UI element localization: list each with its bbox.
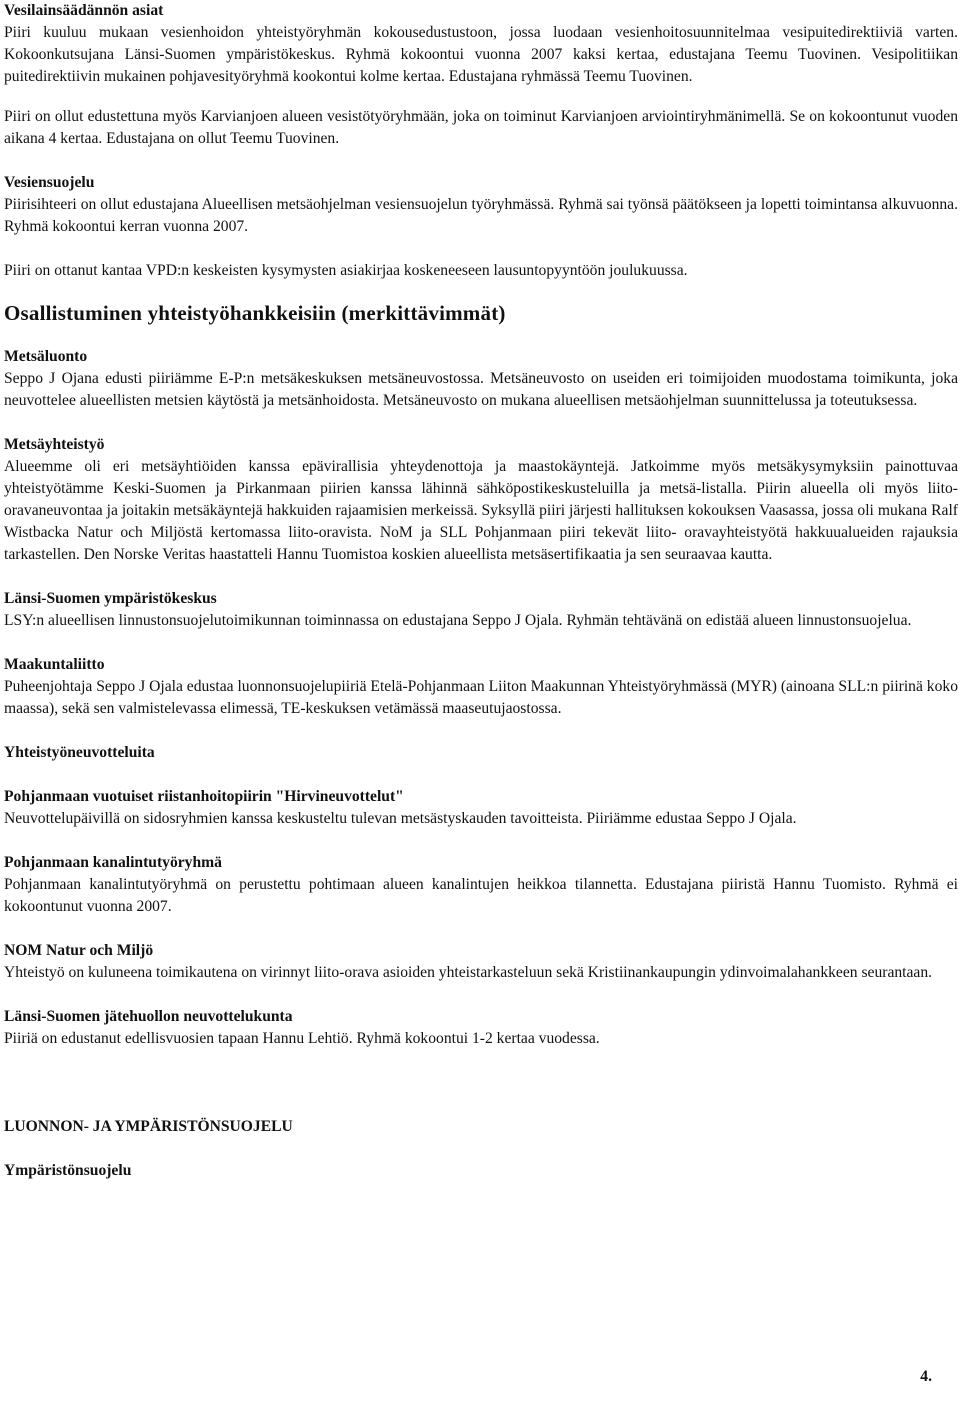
section-heading: Maakuntaliitto bbox=[4, 656, 105, 673]
section-heading: Metsäluonto bbox=[4, 348, 88, 365]
section-yhteistyoneuvottelut bbox=[4, 742, 958, 764]
paragraph: Piiri on ollut edustettuna myös Karvianjoen alueen vesistötyöryhmään, joka on toiminut Karvianjoen arviointiryhmänimellä. Se on kokoontunut vuoden aikana 4 kertaa. Edustajana on ollut Teemu Tuovinen. bbox=[4, 108, 958, 147]
section-heading: Vesilainsäädännön asiat bbox=[4, 2, 164, 19]
paragraph: Yhteistyö on kuluneena toimikautena on virinnyt liito-orava asioiden yhteistarkasteluun sekä Kristiinankaupungin ydinvoimalahankkeen seurantaan. bbox=[4, 964, 933, 981]
section-maakuntaliitto bbox=[4, 654, 958, 720]
paragraph: Piiriä on edustanut edellisvuosien tapaan Hannu Lehtiö. Ryhmä kokoontui 1-2 kertaa vuodessa. bbox=[4, 1030, 600, 1047]
page-number: 4. bbox=[920, 1368, 932, 1385]
paragraph: Neuvottelupäivillä on sidosryhmien kanssa keskusteltu tulevan metsästyskauden tavoitteista. Piiriämme edustaa Seppo J Ojala. bbox=[4, 810, 797, 827]
chapter-heading: LUONNON- JA YMPÄRISTÖNSUOJELU bbox=[4, 1118, 293, 1135]
section-heading: Ympäristönsuojelu bbox=[4, 1162, 132, 1179]
paragraph-vpd bbox=[4, 260, 958, 282]
paragraph: Pohjanmaan kanalintutyöryhmä on perustettu pohtimaan alueen kanalintujen heikkoa tilannetta. Edustajana piiristä Hannu Tuomisto. Ryhmä ei kokoontunut vuonna 2007. bbox=[4, 876, 958, 915]
section-heading: Pohjanmaan vuotuiset riistanhoitopiirin "Hirvineuvottelut" bbox=[4, 788, 404, 805]
section-kanalintutyoryhma bbox=[4, 852, 958, 918]
paragraph: Piiri kuuluu mukaan vesienhoidon yhteistyöryhmän kokousedustustoon, jossa luodaan vesienhoitosuunnitelmaa vesipuitedirektiiviä varten. Kokoonkutsujana Länsi-Suomen ympäristökeskus. Ryhmä kokoontui vuonna 2007 kaksi kertaa, edustajana Teemu Tuovinen. Vesipolitiikan puitedirektiivin mukainen pohjavesityöryhmä kookontui kolme kertaa. Edustajana ryhmässä Teemu Tuovinen. bbox=[4, 24, 958, 85]
section-heading: Pohjanmaan kanalintutyöryhmä bbox=[4, 854, 222, 871]
section-ymparistonsuojelu bbox=[4, 1160, 958, 1182]
section-vesiensuojelu bbox=[4, 172, 958, 238]
section-heading: Metsäyhteistyö bbox=[4, 436, 105, 453]
document-page bbox=[4, 0, 958, 1182]
paragraph: Piiri on ottanut kantaa VPD:n keskeisten kysymysten asiakirjaa koskeneeseen lausuntopyyntöön joulukuussa. bbox=[4, 262, 688, 279]
paragraph-karvianjoki bbox=[4, 106, 958, 150]
section-heading: Länsi-Suomen ympäristökeskus bbox=[4, 590, 217, 607]
section-hirvineuvottelut bbox=[4, 786, 958, 830]
paragraph: Alueemme oli eri metsäyhtiöiden kanssa epävirallisia yhteydenottoja ja maastokäyntejä. Jatkoimme myös metsäkysymyksiin painottuvaa yhteistyötämme Keski-Suomen ja Pirkanmaan piirien kanssa lähinnä sähköpostikeskusteluilla ja metsä-listalla. Piirin alueella oli myös liito-oravaneuvontaa ja joitakin metsäkäyntejä hakkuiden rajaamisien merkeissä. Syksyllä piiri järjesti hallituksen kokouksen Vaasassa, jossa oli mukana Ralf Wistbacka Natur och Miljöstä kertomassa liito-oravista. NoM ja SLL Pohjanmaan piiri tekevät liito- oravayhteistyötä hakkuualueiden rajauksia tarkastellen. Den Norske Veritas haastatteli Hannu Tuomistoa koskien alueellista metsäsertifikaatia ja sen seuraavaa kautta. bbox=[4, 458, 958, 563]
section-heading: NOM Natur och Miljö bbox=[4, 942, 154, 959]
section-heading: Yhteistyöneuvotteluita bbox=[4, 744, 155, 761]
paragraph: Seppo J Ojana edusti piiriämme E-P:n metsäkeskuksen metsäneuvostossa. Metsäneuvosto on useiden eri toimijoiden muodostama toimikunta, joka neuvottelee alueellisten metsien käytöstä ja metsänhoidosta. Metsäneuvosto on mukana alueellisen metsäohjelman suunnittelussa ja toteutuksessa. bbox=[4, 370, 958, 409]
section-lansi-suomen-ymparistokeskus bbox=[4, 588, 958, 632]
paragraph: LSY:n alueellisen linnustonsuojelutoimikunnan toiminnassa on edustajana Seppo J Ojala. Ryhmän tehtävänä on edistää alueen linnustonsuojelua. bbox=[4, 612, 912, 629]
section-heading: Länsi-Suomen jätehuollon neuvottelukunta bbox=[4, 1008, 293, 1025]
paragraph: Puheenjohtaja Seppo J Ojala edustaa luonnonsuojelupiiriä Etelä-Pohjanmaan Liiton Maakunnan Yhteistyöryhmässä (MYR) (ainoana SLL:n piirinä koko maassa), sekä sen valmistelevassa elimessä, TE-keskuksen vetämässä maaseutujaostossa. bbox=[4, 678, 958, 717]
section-luonnonsuojelu bbox=[4, 1116, 958, 1138]
section-vesilainsaadanto bbox=[4, 0, 958, 88]
paragraph: Piirisihteeri on ollut edustajana Alueellisen metsäohjelman vesiensuojelun työryhmässä. Ryhmä sai työnsä päätökseen ja lopetti toimintansa alkuvuonna. Ryhmä kokoontui kerran vuonna 2007. bbox=[4, 196, 958, 235]
section-jatehuolto bbox=[4, 1006, 958, 1050]
section-heading: Vesiensuojelu bbox=[4, 174, 95, 191]
section-metsaluonto bbox=[4, 346, 958, 412]
section-metsayhteistyo bbox=[4, 434, 958, 566]
section-nom bbox=[4, 940, 958, 984]
main-heading: Osallistuminen yhteistyöhankkeisiin (merkittävimmät) bbox=[4, 301, 506, 325]
